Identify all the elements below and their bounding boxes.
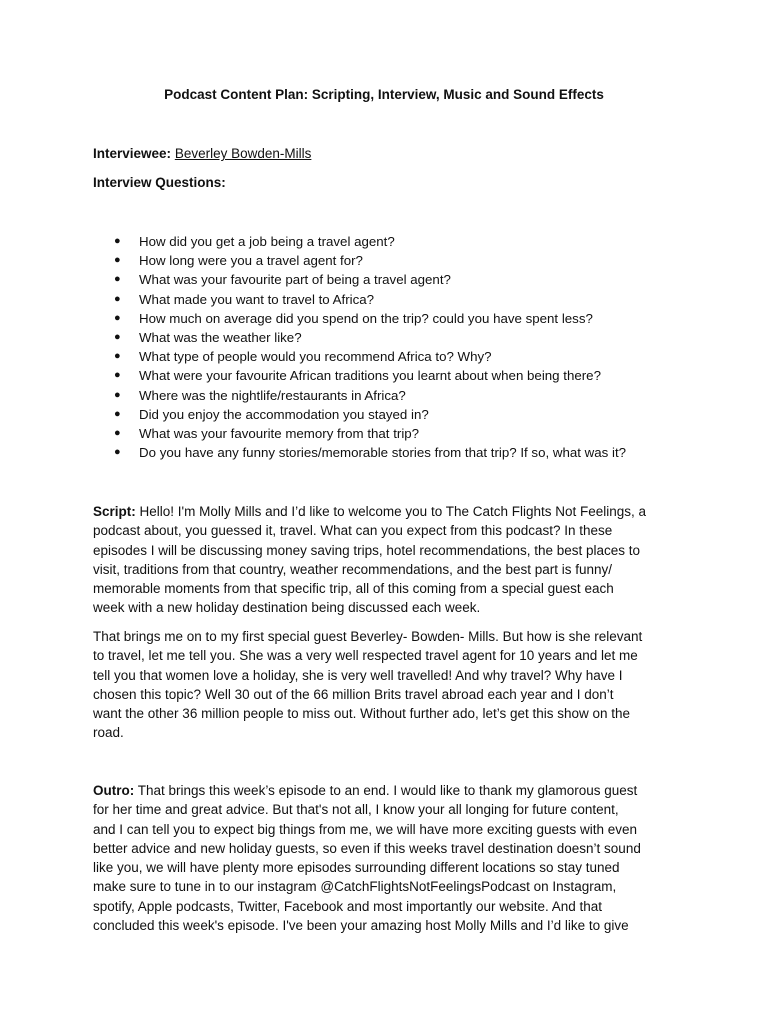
question-text: How much on average did you spend on the trip? could you have spent less? (139, 310, 593, 326)
outro-line: for her time and great advice. But that's not all, I know your all longing for future content, (93, 802, 619, 818)
document-title: Podcast Content Plan: Scripting, Interview, Music and Sound Effects (164, 87, 604, 102)
script-line: week with a new holiday destination being discussed each week. (93, 600, 481, 616)
question-item (93, 290, 626, 309)
question-item (93, 443, 626, 462)
outro-line: better advice and new holiday guests, so even if this weeks travel destination doesn’t sound (93, 840, 641, 856)
guest-intro-line: tell you that women love a holiday, she is very well travelled! And why travel? Why have I (93, 667, 623, 683)
script-line: episodes I will be discussing money saving trips, hotel recommendations, the best places to (93, 542, 641, 558)
script-label: Script: (93, 504, 136, 519)
bullet-icon: ● (114, 311, 121, 324)
interview-questions-list (93, 232, 626, 462)
question-text: How did you get a job being a travel agent? (139, 234, 395, 249)
outro-line: and I can tell you to expect big things from me, we will have more exciting guests with even (93, 821, 638, 837)
script-line: memorable moments from that specific trip, all of this coming from a special guest each (93, 581, 614, 597)
question-text: Where was the nightlife/restaurants in Africa? (139, 387, 406, 403)
script-line: Script: Hello! I'm Molly Mills and I’d like to welcome you to The Catch Flights Not Feelings, a (93, 504, 647, 519)
question-item (93, 270, 626, 289)
guest-intro-line: to travel, let me tell you. She was a very well respected travel agent for 10 years and let me (93, 648, 638, 664)
bullet-icon: ● (114, 350, 121, 363)
guest-intro-paragraph (93, 627, 683, 743)
question-item (93, 386, 626, 405)
interviewee-label: Interviewee: (93, 146, 172, 161)
question-text: How long were you a travel agent for? (139, 253, 363, 269)
outro-line: Outro: That brings this week’s episode to an end. I would like to thank my glamorous guest (93, 783, 638, 798)
bullet-icon: ● (114, 273, 121, 286)
question-text: What was your favourite memory from that trip? (139, 425, 420, 441)
outro-line: like you, we will have plenty more episodes surrounding different locations so stay tuned (93, 860, 620, 876)
script-line: podcast about, you guessed it, travel. What can you expect from this podcast? In these (93, 523, 613, 539)
bullet-icon: ● (114, 426, 121, 439)
bullet-icon: ● (114, 369, 121, 382)
outro-paragraph (93, 781, 683, 935)
question-item (93, 328, 626, 347)
question-item (93, 309, 626, 328)
bullet-icon: ● (114, 446, 121, 459)
guest-intro-line: That brings me on to my first special guest Beverley- Bowden- Mills. But how is she relevant (93, 629, 643, 644)
bullet-icon: ● (114, 254, 121, 267)
script-paragraph (93, 502, 683, 618)
question-text: Do you have any funny stories/memorable stories from that trip? If so, what was it? (139, 445, 627, 461)
bullet-icon: ● (114, 330, 121, 343)
guest-intro-line: chosen this topic? Well 30 out of the 66 million Brits travel abroad each year and I don’t (93, 686, 614, 702)
bullet-icon: ● (114, 407, 121, 420)
bullet-icon: ● (114, 235, 121, 247)
question-item (93, 232, 626, 251)
question-item (93, 405, 626, 424)
guest-intro-line: want the other 36 million people to miss out. Without further ado, let’s get this show on the (93, 706, 631, 722)
question-text: Did you enjoy the accommodation you stayed in? (139, 406, 429, 422)
question-text: What was the weather like? (139, 329, 302, 345)
question-item (93, 251, 626, 270)
question-item (93, 347, 626, 366)
question-item (93, 424, 626, 443)
outro-label: Outro: (93, 783, 135, 798)
question-text: What type of people would you recommend Africa to? Why? (139, 349, 492, 365)
guest-intro-line: road. (93, 725, 124, 741)
outro-line: make sure to tune in to our instagram @CatchFlightsNotFeelingsPodcast on Instagram, (93, 879, 617, 895)
bullet-icon: ● (114, 388, 121, 401)
bullet-icon: ● (114, 292, 121, 305)
interviewee-name: Beverley Bowden-Mills (174, 146, 312, 161)
script-line: visit, traditions from that country, weather recommendations, and the best part is funny/ (93, 561, 612, 577)
question-text: What were your favourite African traditions you learnt about when being there? (139, 368, 601, 384)
outro-line: concluded this week's episode. I've been your amazing host Molly Mills and I’d like to give (93, 918, 629, 934)
question-text: What made you want to travel to Africa? (139, 291, 375, 307)
interview-questions-label: Interview Questions: (93, 175, 226, 190)
outro-line: spotify, Apple podcasts, Twitter, Facebook and most importantly our website. And that (93, 898, 603, 914)
question-item (93, 366, 626, 385)
question-text: What was your favourite part of being a travel agent? (139, 272, 451, 288)
interviewee-line (93, 146, 311, 161)
